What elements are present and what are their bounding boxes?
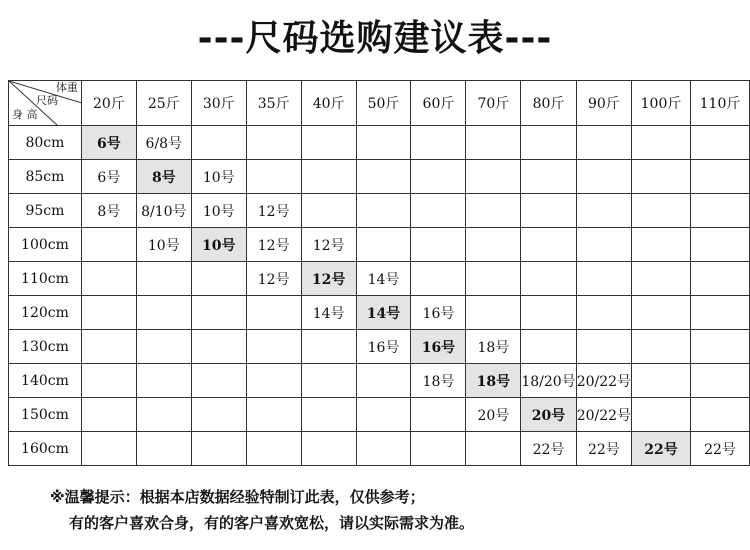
size-cell — [466, 160, 521, 194]
corner-height-label: 身 高 — [12, 108, 38, 121]
size-cell — [301, 160, 356, 194]
size-cell — [632, 160, 691, 194]
size-cell: 22号 — [576, 432, 631, 466]
table-row — [9, 432, 750, 466]
size-cell — [411, 160, 466, 194]
recommended-size-cell: 22号 — [632, 432, 691, 466]
size-chart-table — [8, 80, 750, 466]
height-label-cell: 130cm — [9, 330, 82, 364]
size-cell — [136, 330, 191, 364]
size-cell: 14号 — [356, 262, 411, 296]
size-cell — [632, 330, 691, 364]
size-cell: 10号 — [191, 160, 246, 194]
size-cell — [136, 398, 191, 432]
size-cell — [81, 432, 136, 466]
size-cell — [521, 228, 576, 262]
size-cell — [576, 126, 631, 160]
size-cell — [356, 432, 411, 466]
size-cell: 12号 — [246, 194, 301, 228]
size-cell — [521, 262, 576, 296]
size-cell — [81, 228, 136, 262]
tip-line-2: 有的客户喜欢合身，有的客户喜欢宽松，请以实际需求为准。 — [69, 514, 475, 532]
size-cell: 18/20号 — [521, 364, 576, 398]
header-row — [9, 81, 750, 126]
recommended-size-cell: 8号 — [136, 160, 191, 194]
size-cell — [81, 262, 136, 296]
height-label-cell: 80cm — [9, 126, 82, 160]
size-cell — [356, 398, 411, 432]
size-cell: 12号 — [246, 228, 301, 262]
size-cell — [521, 330, 576, 364]
size-cell — [632, 296, 691, 330]
size-cell — [191, 330, 246, 364]
table-row — [9, 398, 750, 432]
weight-header-cell: 40斤 — [301, 81, 356, 126]
size-cell — [136, 296, 191, 330]
size-cell — [466, 262, 521, 296]
size-cell: 10号 — [136, 228, 191, 262]
corner-weight-label: 体重 — [55, 81, 78, 94]
height-label-cell: 95cm — [9, 194, 82, 228]
size-cell — [356, 364, 411, 398]
size-cell — [690, 364, 749, 398]
size-cell — [81, 398, 136, 432]
size-cell — [690, 262, 749, 296]
table-row — [9, 330, 750, 364]
size-cell — [576, 330, 631, 364]
size-cell — [632, 126, 691, 160]
size-cell — [411, 228, 466, 262]
size-cell: 12号 — [301, 228, 356, 262]
size-cell — [246, 160, 301, 194]
size-cell: 16号 — [411, 296, 466, 330]
size-cell — [411, 398, 466, 432]
size-cell — [356, 194, 411, 228]
size-cell: 20/22号 — [576, 364, 631, 398]
size-cell: 22号 — [521, 432, 576, 466]
size-cell — [466, 194, 521, 228]
size-cell — [690, 126, 749, 160]
size-cell — [411, 432, 466, 466]
weight-header-cell: 20斤 — [81, 81, 136, 126]
size-cell — [690, 330, 749, 364]
size-cell — [411, 126, 466, 160]
weight-header-cell: 110斤 — [690, 81, 749, 126]
table-row — [9, 126, 750, 160]
weight-header-cell: 30斤 — [191, 81, 246, 126]
size-cell — [301, 126, 356, 160]
size-cell — [191, 296, 246, 330]
size-cell: 6号 — [81, 160, 136, 194]
size-cell: 18号 — [466, 330, 521, 364]
corner-size-label: 尺码 — [36, 94, 58, 107]
tip-line-1: ※温馨提示：根据本店数据经验特制订此表，仅供参考； — [50, 488, 425, 506]
size-cell: 16号 — [356, 330, 411, 364]
size-cell — [246, 330, 301, 364]
size-cell — [191, 262, 246, 296]
size-cell — [356, 228, 411, 262]
weight-header-cell: 90斤 — [576, 81, 631, 126]
size-cell — [191, 398, 246, 432]
tip-note — [50, 484, 474, 536]
size-cell — [521, 126, 576, 160]
size-cell: 6/8号 — [136, 126, 191, 160]
size-cell — [246, 364, 301, 398]
size-cell: 10号 — [191, 194, 246, 228]
size-cell — [301, 398, 356, 432]
size-cell — [690, 194, 749, 228]
size-cell — [632, 194, 691, 228]
size-cell — [576, 228, 631, 262]
size-cell: 18号 — [411, 364, 466, 398]
height-label-cell: 150cm — [9, 398, 82, 432]
weight-header-cell: 70斤 — [466, 81, 521, 126]
recommended-size-cell: 12号 — [301, 262, 356, 296]
table-row — [9, 194, 750, 228]
height-label-cell: 140cm — [9, 364, 82, 398]
size-cell — [301, 364, 356, 398]
size-cell — [576, 160, 631, 194]
size-cell — [301, 194, 356, 228]
height-label-cell: 100cm — [9, 228, 82, 262]
recommended-size-cell: 20号 — [521, 398, 576, 432]
recommended-size-cell: 16号 — [411, 330, 466, 364]
size-cell — [411, 262, 466, 296]
size-cell — [576, 194, 631, 228]
size-cell — [81, 330, 136, 364]
size-cell — [521, 160, 576, 194]
size-cell: 20/22号 — [576, 398, 631, 432]
size-cell — [466, 228, 521, 262]
corner-cell — [9, 81, 82, 126]
size-cell — [301, 432, 356, 466]
table-row — [9, 160, 750, 194]
recommended-size-cell: 6号 — [81, 126, 136, 160]
size-cell — [356, 126, 411, 160]
weight-header-cell: 35斤 — [246, 81, 301, 126]
size-cell — [246, 126, 301, 160]
height-label-cell: 120cm — [9, 296, 82, 330]
size-cell — [246, 432, 301, 466]
size-cell — [246, 398, 301, 432]
size-cell — [136, 432, 191, 466]
size-cell: 8/10号 — [136, 194, 191, 228]
size-cell — [466, 126, 521, 160]
table-row — [9, 364, 750, 398]
size-cell — [136, 262, 191, 296]
page-title: ---尺码选购建议表--- — [197, 18, 553, 59]
size-cell — [81, 364, 136, 398]
size-cell: 12号 — [246, 262, 301, 296]
size-cell — [246, 296, 301, 330]
recommended-size-cell: 18号 — [466, 364, 521, 398]
size-cell — [632, 398, 691, 432]
table-row — [9, 228, 750, 262]
weight-header-cell: 80斤 — [521, 81, 576, 126]
size-cell — [136, 364, 191, 398]
size-cell — [690, 398, 749, 432]
size-cell — [690, 296, 749, 330]
size-cell — [191, 364, 246, 398]
size-cell — [411, 194, 466, 228]
size-cell — [576, 296, 631, 330]
size-cell — [690, 228, 749, 262]
size-cell: 14号 — [301, 296, 356, 330]
weight-header-cell: 100斤 — [632, 81, 691, 126]
recommended-size-cell: 14号 — [356, 296, 411, 330]
weight-header-cell: 60斤 — [411, 81, 466, 126]
size-cell — [81, 296, 136, 330]
size-cell — [356, 160, 411, 194]
size-cell — [576, 262, 631, 296]
weight-header-cell: 50斤 — [356, 81, 411, 126]
table-row — [9, 262, 750, 296]
size-cell — [301, 330, 356, 364]
size-cell — [521, 296, 576, 330]
size-cell — [632, 364, 691, 398]
size-cell — [191, 126, 246, 160]
size-cell: 8号 — [81, 194, 136, 228]
size-cell — [466, 432, 521, 466]
recommended-size-cell: 10号 — [191, 228, 246, 262]
size-cell — [521, 194, 576, 228]
weight-header-cell: 25斤 — [136, 81, 191, 126]
height-label-cell: 85cm — [9, 160, 82, 194]
size-cell — [690, 160, 749, 194]
size-cell — [632, 262, 691, 296]
size-cell: 20号 — [466, 398, 521, 432]
size-cell — [191, 432, 246, 466]
size-cell: 22号 — [690, 432, 749, 466]
table-row — [9, 296, 750, 330]
size-cell — [632, 228, 691, 262]
size-cell — [466, 296, 521, 330]
height-label-cell: 160cm — [9, 432, 82, 466]
height-label-cell: 110cm — [9, 262, 82, 296]
